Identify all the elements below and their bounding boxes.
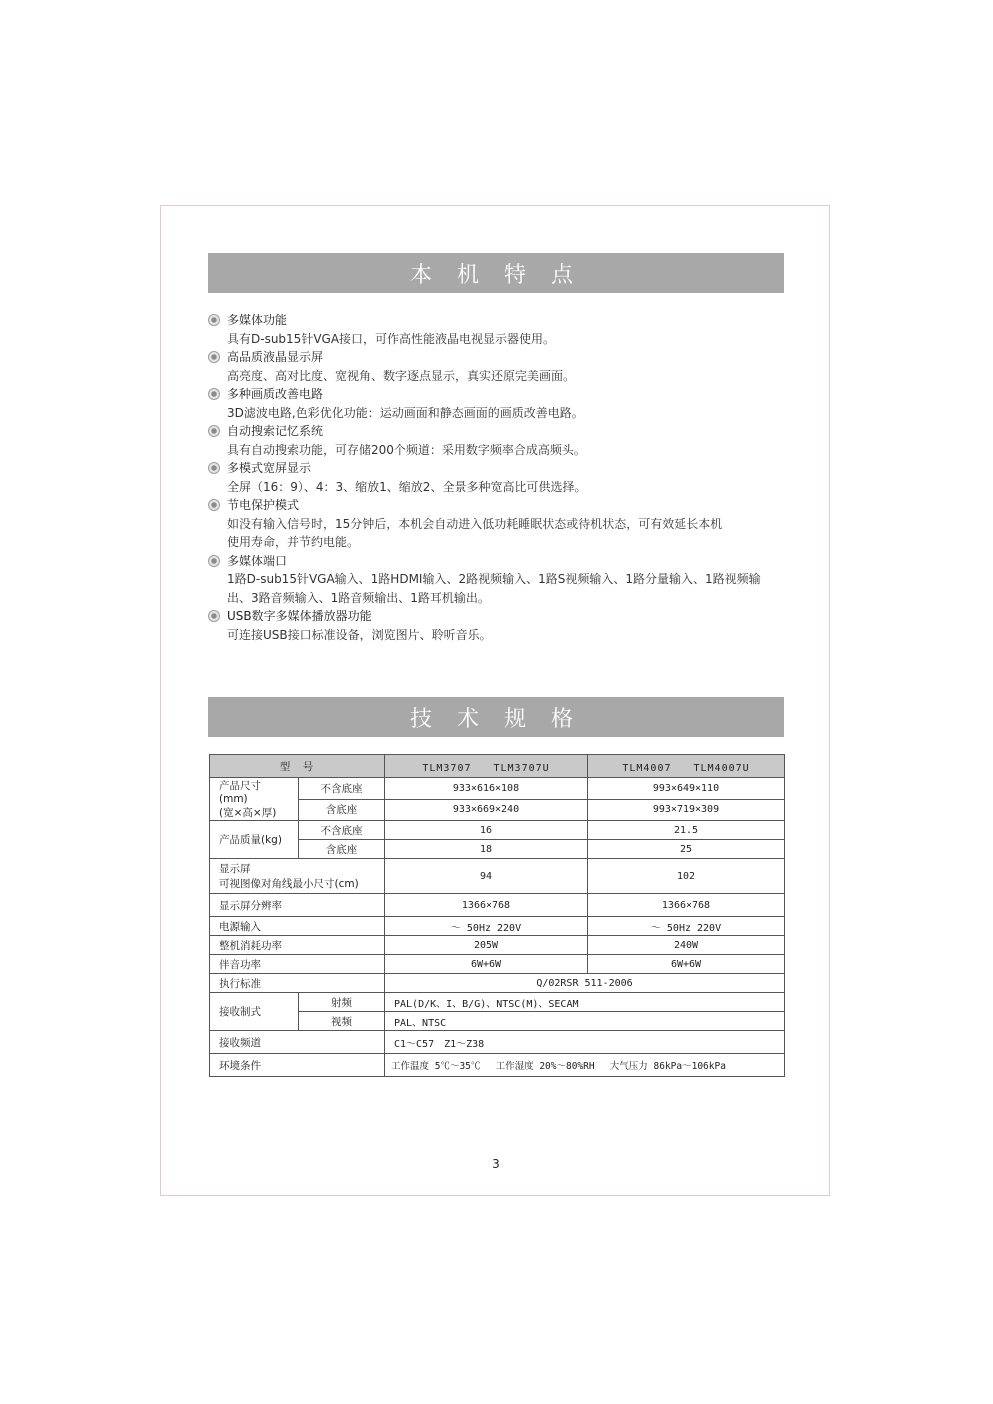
- feature-desc: 全屏（16：9）、4：3、缩放1、缩放2、全景多种宽高比可供选择。: [227, 479, 587, 494]
- feature-item: [208, 385, 788, 422]
- size-sublabel: (宽×高×厚): [219, 807, 277, 819]
- feature-desc: 可连接USB接口标准设备，浏览图片、聆听音乐。: [227, 627, 492, 642]
- bullet-icon: [208, 462, 220, 474]
- feature-item: [208, 348, 788, 385]
- page-number: 3: [492, 1157, 500, 1171]
- power-input-v1: ～ 50Hz 220V: [385, 917, 588, 936]
- channels-value: C1～C57 Z1～Z38: [385, 1031, 785, 1054]
- audio-power-v2: 6W+6W: [588, 955, 785, 974]
- feature-item: [208, 496, 788, 552]
- resolution-v1: 1366×768: [385, 894, 588, 917]
- bullet-icon: [208, 425, 220, 437]
- size-label-cell: [210, 778, 299, 821]
- table-row: [210, 821, 785, 840]
- screen-label: 显示屏: [219, 863, 251, 875]
- reception-label: 接收制式: [210, 993, 299, 1031]
- power-consumption-label: 整机消耗功率: [210, 936, 385, 955]
- features-heading: 本 机 特 点: [208, 253, 784, 293]
- size-no-base-v2: 993×649×110: [588, 778, 785, 800]
- feature-title: 高品质液晶显示屏: [227, 350, 324, 364]
- feature-desc: 出、3路音频输入、1路音频输出、1路耳机输出。: [227, 590, 490, 605]
- model-label: 型 号: [210, 755, 385, 778]
- feature-title: 多媒体端口: [227, 553, 288, 568]
- feature-title: USB数字多媒体播放器功能: [227, 609, 372, 623]
- feature-desc: 具有自动搜索功能，可存储200个频道：采用数字频率合成高频头。: [227, 442, 586, 457]
- feature-item: [208, 607, 788, 644]
- feature-desc: 使用寿命，并节约电能。: [227, 535, 360, 549]
- table-header-row: [210, 755, 785, 778]
- audio-power-v1: 6W+6W: [385, 955, 588, 974]
- power-input-label: 电源输入: [210, 917, 385, 936]
- feature-item: [208, 459, 788, 496]
- resolution-label: 显示屏分辨率: [210, 894, 385, 917]
- table-row: [210, 993, 785, 1012]
- feature-title: 多种画质改善电路: [227, 387, 324, 401]
- power-consumption-v2: 240W: [588, 936, 785, 955]
- table-row: [210, 955, 785, 974]
- model-col2: TLM4007 TLM4007U: [588, 755, 785, 778]
- weight-with-base-v1: 18: [385, 840, 588, 859]
- model-col1: TLM3707 TLM3707U: [385, 755, 588, 778]
- weight-label: 产品质量(kg): [210, 821, 299, 859]
- weight-no-base-v1: 16: [385, 821, 588, 840]
- bullet-icon: [208, 351, 220, 363]
- table-row: [210, 894, 785, 917]
- standard-value: Q/02RSR 511-2006: [385, 974, 785, 993]
- reception-video-value: PAL、NTSC: [385, 1012, 785, 1031]
- weight-no-base-v2: 21.5: [588, 821, 785, 840]
- screen-v2: 102: [588, 859, 785, 894]
- screen-sublabel: 可视图像对角线最小尺寸(cm): [219, 878, 359, 890]
- feature-desc: 高亮度、高对比度、宽视角、数字逐点显示，真实还原完美画面。: [227, 368, 576, 383]
- standard-label: 执行标准: [210, 974, 385, 993]
- resolution-v2: 1366×768: [588, 894, 785, 917]
- feature-item: [208, 311, 788, 348]
- feature-title: 多媒体功能: [227, 313, 288, 327]
- screen-label-cell: [210, 859, 385, 894]
- feature-desc: 3D滤波电路,色彩优化功能：运动画面和静态画面的画质改善电路。: [227, 405, 584, 420]
- environment-label: 环境条件: [210, 1054, 385, 1077]
- table-row: [210, 936, 785, 955]
- bullet-icon: [208, 314, 220, 326]
- feature-desc: 如没有输入信号时，15分钟后，本机会自动进入低功耗睡眠状态或待机状态，可有效延长本机: [227, 516, 723, 531]
- feature-desc: 具有D-sub15针VGA接口，可作高性能液晶电视显示器使用。: [227, 331, 556, 346]
- table-row: [210, 1054, 785, 1077]
- reception-video-label: 视频: [299, 1012, 385, 1031]
- size-label: 产品尺寸(mm): [219, 780, 261, 805]
- features-list: [208, 311, 788, 644]
- size-with-base-v2: 993×719×309: [588, 799, 785, 821]
- table-row: [210, 778, 785, 800]
- weight-no-base-label: 不含底座: [299, 821, 385, 840]
- power-consumption-v1: 205W: [385, 936, 588, 955]
- feature-title: 自动搜索记忆系统: [227, 424, 324, 438]
- table-row: [210, 917, 785, 936]
- environment-value: 工作温度 5℃～35℃ 工作湿度 20%～80%RH 大气压力 86kPa～106kPa: [385, 1054, 785, 1077]
- spec-table: [209, 754, 785, 1077]
- table-row: [210, 859, 785, 894]
- size-with-base-label: 含底座: [299, 799, 385, 821]
- bullet-icon: [208, 555, 220, 567]
- specs-heading: 技 术 规 格: [208, 697, 784, 737]
- bullet-icon: [208, 610, 220, 622]
- feature-title: 节电保护模式: [227, 498, 300, 512]
- weight-with-base-label: 含底座: [299, 840, 385, 859]
- power-input-v2: ～ 50Hz 220V: [588, 917, 785, 936]
- table-row: [210, 974, 785, 993]
- size-no-base-v1: 933×616×108: [385, 778, 588, 800]
- table-row: [210, 1031, 785, 1054]
- feature-title: 多模式宽屏显示: [227, 461, 312, 475]
- bullet-icon: [208, 388, 220, 400]
- feature-desc: 1路D-sub15针VGA输入、1路HDMI输入、2路视频输入、1路S视频输入、1路分量输入、1路视频输: [227, 572, 761, 586]
- reception-rf-label: 射频: [299, 993, 385, 1012]
- bullet-icon: [208, 499, 220, 511]
- size-with-base-v1: 933×669×240: [385, 799, 588, 821]
- audio-power-label: 伴音功率: [210, 955, 385, 974]
- feature-item: [208, 422, 788, 459]
- weight-with-base-v2: 25: [588, 840, 785, 859]
- size-no-base-label: 不含底座: [299, 778, 385, 800]
- channels-label: 接收频道: [210, 1031, 385, 1054]
- feature-item: [208, 552, 788, 608]
- reception-rf-value: PAL(D/K、I、B/G)、NTSC(M)、SECAM: [385, 993, 785, 1012]
- screen-v1: 94: [385, 859, 588, 894]
